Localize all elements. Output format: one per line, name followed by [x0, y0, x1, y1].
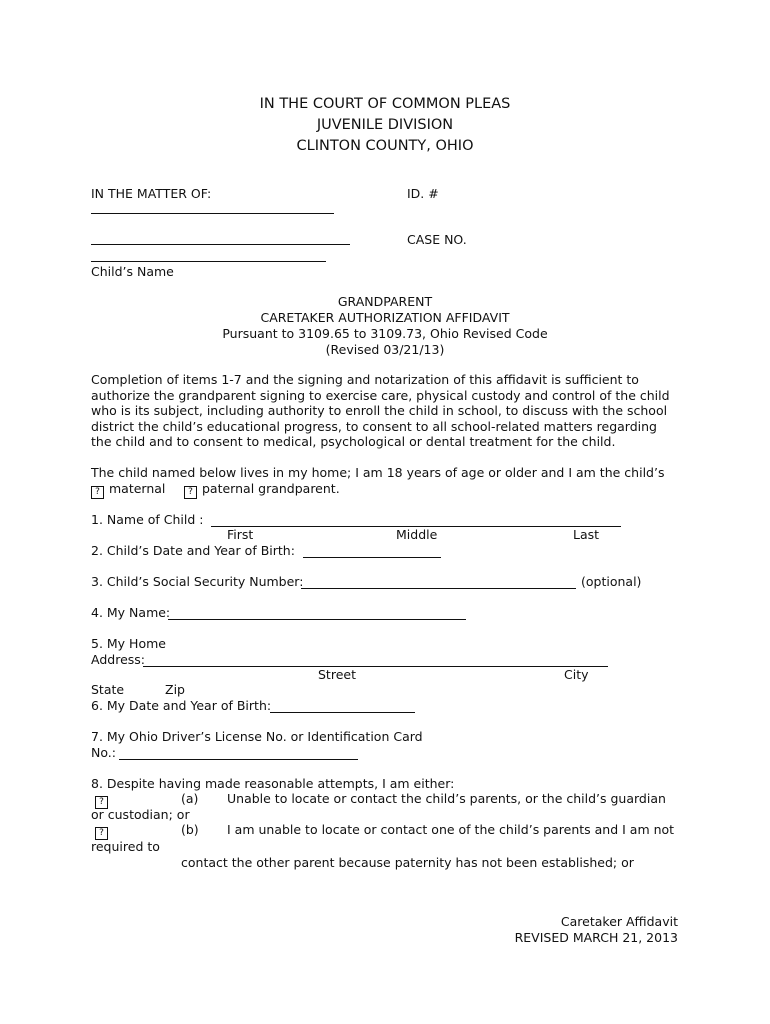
matter-label: IN THE MATTER OF: [91, 186, 212, 201]
intro-line-2: authorize the grandparent signing to exercise care, physical custody and control of the child [91, 388, 670, 403]
court-name: IN THE COURT OF COMMON PLEAS [259, 96, 511, 112]
license-label: No.: [91, 745, 116, 760]
id-label: ID. # [407, 186, 439, 201]
ssn-field[interactable] [301, 588, 576, 589]
first-label: First [227, 527, 254, 542]
item-8-label: 8. Despite having made reasonable attempts, I am either: [91, 776, 455, 791]
city-label: City [564, 667, 589, 682]
maternal-option[interactable] [91, 481, 165, 499]
matter-line-2[interactable] [91, 244, 350, 245]
address-label: Address: [91, 652, 145, 667]
item-4-label: 4. My Name: [91, 605, 171, 620]
option-b-continued: required to [91, 839, 160, 854]
option-a-checkbox[interactable]: ? [95, 796, 108, 809]
case-label: CASE NO. [407, 232, 467, 247]
paternal-label: paternal grandparent. [202, 481, 340, 496]
item-2-label: 2. Child’s Date and Year of Birth: [91, 543, 295, 558]
option-b-text: I am unable to locate or contact one of the child’s parents and I am not [227, 822, 675, 837]
child-name-label: Child’s Name [91, 264, 174, 279]
intro-line-5: the child and to consent to medical, psychological or dental treatment for the child. [91, 434, 616, 449]
item-6-label: 6. My Date and Year of Birth: [91, 698, 272, 713]
intro-line-1: Completion of items 1-7 and the signing and notarization of this affidavit is sufficient to [91, 372, 639, 387]
option-b-checkbox-wrap[interactable] [95, 822, 113, 840]
court-county: CLINTON COUNTY, OHIO [296, 138, 474, 154]
paternal-checkbox[interactable]: ? [184, 486, 197, 499]
intro-line-4: district the child’s educational progress, to consent to all school-related matters regarding [91, 419, 657, 434]
title-grandparent: GRANDPARENT [337, 294, 433, 309]
footer-revised: REVISED MARCH 21, 2013 [514, 930, 678, 945]
intro-line-3: who is its subject, including authority to enroll the child in school, to discuss with the school [91, 403, 668, 418]
ssn-optional: (optional) [581, 574, 642, 589]
paternal-option[interactable] [184, 481, 340, 499]
statement-line: The child named below lives in my home; I am 18 years of age or older and I am the child’s [91, 465, 665, 480]
option-a-text: Unable to locate or contact the child’s parents, or the child’s guardian [227, 791, 666, 806]
title-revised: (Revised 03/21/13) [325, 342, 445, 357]
child-name-line[interactable] [91, 261, 326, 262]
item-5-label: 5. My Home [91, 636, 166, 651]
street-label: Street [318, 667, 356, 682]
item-3-label: 3. Child’s Social Security Number: [91, 574, 304, 589]
footer-title: Caretaker Affidavit [560, 914, 678, 929]
zip-label: Zip [165, 682, 185, 697]
option-b-continued-2: contact the other parent because paternity has not been established; or [181, 855, 634, 870]
maternal-checkbox[interactable]: ? [91, 486, 104, 499]
title-affidavit: CARETAKER AUTHORIZATION AFFIDAVIT [260, 310, 510, 325]
option-a-label: (a) [181, 791, 199, 806]
my-dob-field[interactable] [270, 712, 415, 713]
my-name-field[interactable] [168, 619, 466, 620]
matter-line-1[interactable] [91, 213, 334, 214]
item-7-label: 7. My Ohio Driver’s License No. or Identification Card [91, 729, 423, 744]
middle-label: Middle [396, 527, 438, 542]
item-1-label: 1. Name of Child : [91, 512, 204, 527]
child-dob-field[interactable] [303, 557, 441, 558]
address-field[interactable] [143, 666, 608, 667]
option-b-checkbox[interactable]: ? [95, 827, 108, 840]
court-division: JUVENILE DIVISION [316, 117, 454, 133]
state-label: State [91, 682, 125, 697]
option-a-continued: or custodian; or [91, 807, 190, 822]
title-statute: Pursuant to 3109.65 to 3109.73, Ohio Revised Code [222, 326, 548, 341]
maternal-label: maternal [109, 481, 166, 496]
option-b-label: (b) [181, 822, 199, 837]
last-label: Last [573, 527, 600, 542]
license-field[interactable] [119, 759, 358, 760]
